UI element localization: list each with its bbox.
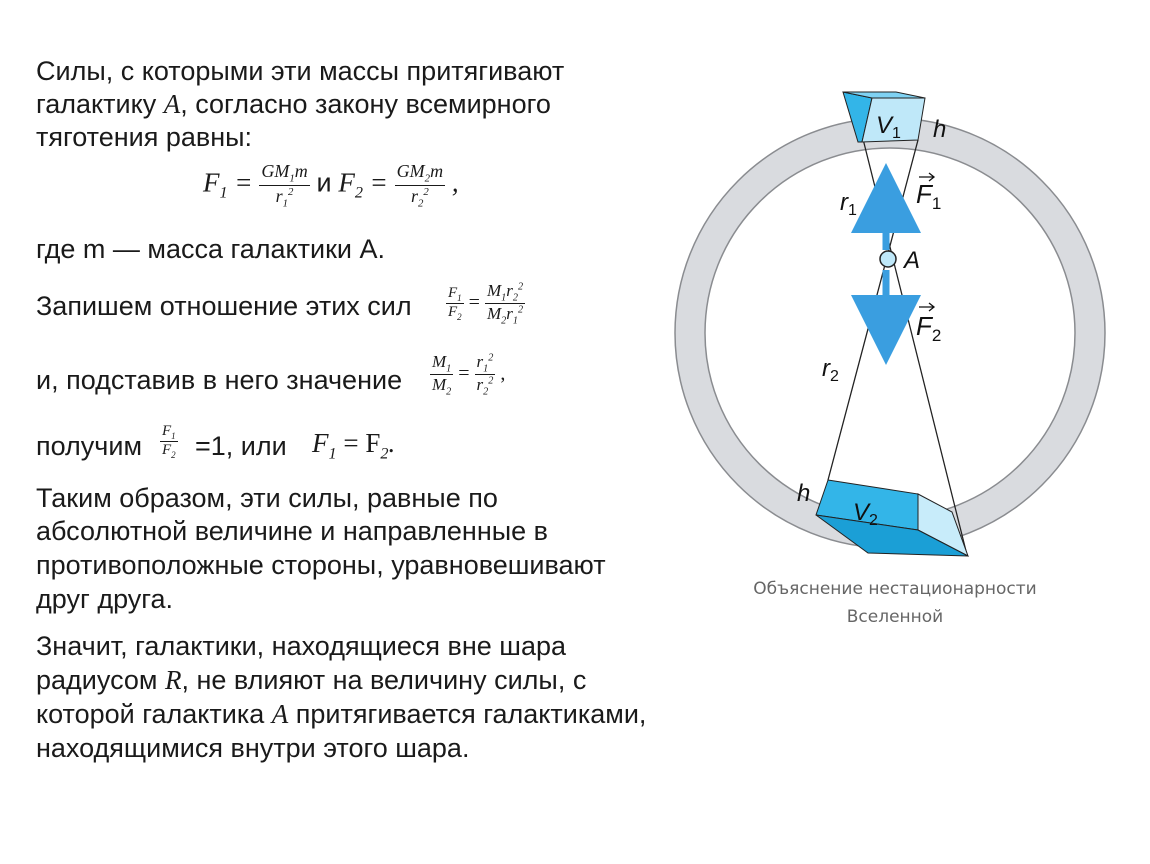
para2-line2: абсолютной величине и направленные в <box>36 516 549 546</box>
para3-line2: радиусом R, не влияют на величину силы, с <box>36 665 587 695</box>
label-h-bottom: h <box>797 480 811 507</box>
figure-caption-line2: Вселенной <box>846 607 944 627</box>
figure-caption-line1: Объяснение нестационарности <box>753 579 1037 599</box>
label-v1: V <box>876 112 893 139</box>
volume-v2-shape <box>816 480 968 556</box>
result-fraction: $\frac{F_1}{F_2}$ <box>162 423 176 460</box>
para3-line3: которой галактика A притягивается галактиками, <box>36 699 647 729</box>
gravity-formula: $F_1$ = $\frac{GM_1m}{r_1^2}$ и $F_2$ = $\frac{GM_2m}{r_2^2}$ , <box>203 161 459 210</box>
galaxy-ring <box>690 133 1090 533</box>
svg-text:r2: $r_2$ <box>822 355 839 385</box>
subst-formula: $\frac{M_1}{M_2}$ = $\frac{r_1^2}{r_2^2}$ , <box>432 352 506 398</box>
para2-line1: Таким образом, эти силы, равные по <box>36 483 498 513</box>
para2-line4: друг друга. <box>36 584 174 614</box>
ratio-formula: $\frac{F_1}{F_2}$ = $\frac{M_1r_2^2}{M_2r_1^2}$ <box>448 281 524 327</box>
label-r2: r <box>822 355 830 382</box>
point-a <box>880 251 896 267</box>
para3-line1: Значит, галактики, находящиеся вне шара <box>36 631 567 661</box>
label-a: A <box>904 247 921 274</box>
label-f2: F <box>916 311 932 341</box>
ratio-line: Запишем отношение этих сил <box>36 291 412 321</box>
vector-bar-f2 <box>919 303 934 311</box>
where-line: где m — масса галактики А. <box>36 234 386 264</box>
subst-line: и, подставив в него значение <box>36 365 403 395</box>
para3-line4: находящимися внутри этого шара. <box>36 733 470 763</box>
svg-text:V1: $V_1$ <box>876 112 901 142</box>
label-v2: V <box>853 499 870 526</box>
label-f1: F <box>916 179 932 209</box>
para1-line1: Силы, с которыми эти массы притягивают <box>36 56 565 86</box>
result-final: $F_1 = F_2$. <box>312 428 396 463</box>
label-h-top: h <box>933 116 947 143</box>
para1-line3: тяготения равны: <box>36 122 253 152</box>
result-line-pre: получим <box>36 431 143 461</box>
svg-text:V2: $V_2$ <box>853 499 878 529</box>
para1-line2: галактику A, согласно закону всемирного <box>36 89 551 119</box>
svg-text:F1: $F_1$ <box>916 179 942 213</box>
label-r1: r <box>840 189 848 216</box>
svg-text:r1: $r_1$ <box>840 189 857 219</box>
svg-text:F2: $F_2$ <box>916 311 942 345</box>
para2-line3: противоположные стороны, уравновешивают <box>36 550 606 580</box>
result-line-eq: =1, или <box>195 431 287 461</box>
